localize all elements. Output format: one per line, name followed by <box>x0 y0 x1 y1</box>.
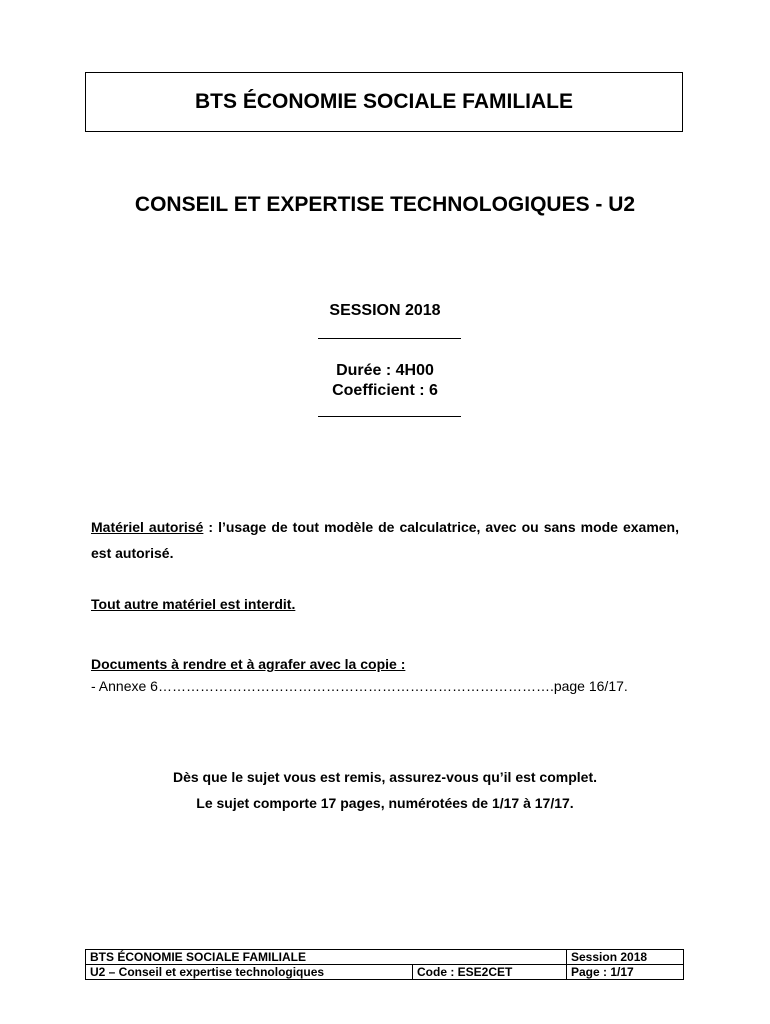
documents-heading-paragraph <box>91 651 679 677</box>
exam-subtitle: CONSEIL ET EXPERTISE TECHNOLOGIQUES - U2 <box>134 193 636 216</box>
footer-bts-cell: BTS ÉCONOMIE SOCIALE FAMILIALE <box>86 950 567 965</box>
materiel-label: Matériel autorisé <box>91 519 204 535</box>
footer-table <box>85 949 684 980</box>
interdit-paragraph <box>91 591 679 617</box>
duration-label: Durée : 4H00 <box>336 362 434 379</box>
footer-module-cell: U2 – Conseil et expertise technologiques <box>86 965 413 980</box>
coefficient-label: Coefficient : 6 <box>332 382 438 399</box>
footer-session-cell: Session 2018 <box>567 950 684 965</box>
footer-row-1 <box>86 950 684 965</box>
footer-row-2 <box>86 965 684 980</box>
footer-page-cell: Page : 1/17 <box>567 965 684 980</box>
divider-bottom <box>318 416 461 417</box>
interdit-text: Tout autre matériel est interdit. <box>91 596 296 612</box>
session-label: SESSION 2018 <box>329 302 441 319</box>
annexe-line: - Annexe 6………………………………………………………………………….page 16/17. <box>91 678 628 694</box>
notice-line-1: Dès que le sujet vous est remis, assurez-vous qu’il est complet. <box>172 769 598 785</box>
materiel-text: : l’usage de tout modèle de calculatrice, avec ou sans mode examen, est autorisé. <box>91 519 679 561</box>
documents-heading: Documents à rendre et à agrafer avec la copie : <box>91 656 406 672</box>
footer-code-cell: Code : ESE2CET <box>413 965 567 980</box>
materiel-paragraph <box>91 514 679 566</box>
title-box <box>85 72 683 132</box>
notice-line-2: Le sujet comporte 17 pages, numérotées de 1/17 à 17/17. <box>196 795 574 811</box>
divider-top <box>318 338 461 339</box>
exam-title: BTS ÉCONOMIE SOCIALE FAMILIALE <box>194 90 573 113</box>
